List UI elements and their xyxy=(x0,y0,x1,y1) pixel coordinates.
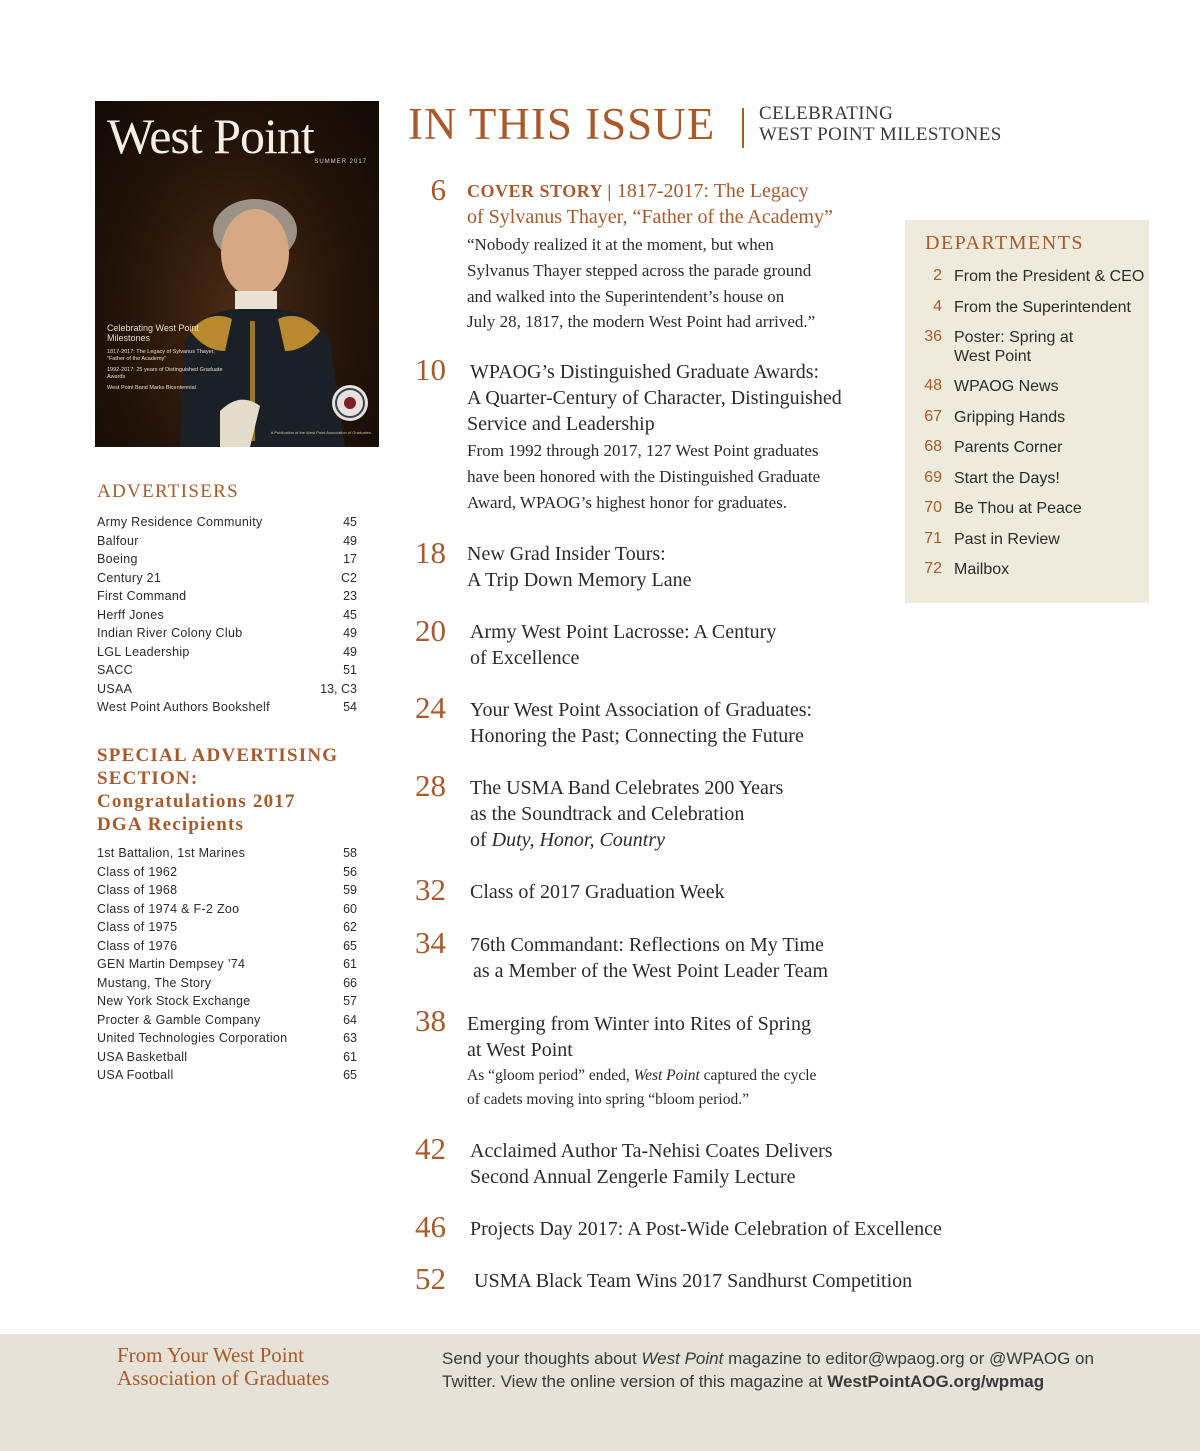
toc-page-number: 20 xyxy=(415,613,446,648)
band-title-prefix: of xyxy=(470,829,487,851)
advertiser-name: Class of 1974 & F-2 Zoo xyxy=(97,901,240,916)
toc-graduation-title[interactable]: Class of 2017 Graduation Week xyxy=(470,881,725,903)
advertiser-page: 57 xyxy=(343,994,357,1008)
advertiser-page: 61 xyxy=(343,957,357,971)
toc-page-number: 18 xyxy=(415,535,446,570)
special-title-line-1: SPECIAL ADVERTISING xyxy=(97,745,339,766)
dept-item-poster[interactable]: Poster: Spring at xyxy=(954,329,1074,346)
advertiser-page: 54 xyxy=(343,700,357,714)
advertiser-name: Class of 1968 xyxy=(97,883,178,897)
toc-page-number: 52 xyxy=(415,1261,446,1296)
toc-page-number: 42 xyxy=(415,1131,446,1166)
dept-page: 36 xyxy=(924,328,942,345)
advertiser-page: 51 xyxy=(343,663,357,677)
dept-page: 68 xyxy=(924,438,942,455)
dept-item-poster-2[interactable]: West Point xyxy=(954,348,1032,365)
toc-dga-title-1[interactable]: WPAOG’s Distinguished Graduate Awards: xyxy=(470,361,820,383)
cover-story-desc-2: Sylvanus Thayer stepped across the parade ground xyxy=(467,261,812,280)
footer-magazine-name: West Point xyxy=(641,1349,724,1368)
toc-band-title-3[interactable] xyxy=(470,827,665,853)
toc-dga-desc-1: From 1992 through 2017, 127 West Point graduates xyxy=(467,441,819,460)
cover-story-desc-3: and walked into the Superintendent’s house on xyxy=(467,287,785,306)
toc-lacrosse-title-1[interactable]: Army West Point Lacrosse: A Century xyxy=(470,621,777,643)
advertiser-name: GEN Martin Dempsey ’74 xyxy=(97,957,246,971)
advertiser-page: 66 xyxy=(343,975,357,990)
advertiser-name: Class of 1976 xyxy=(97,938,178,953)
advertiser-page: 56 xyxy=(343,864,357,879)
special-section-title xyxy=(97,744,338,836)
portrait-figure xyxy=(180,191,350,447)
toc-aog-title-1[interactable]: Your West Point Association of Graduates: xyxy=(470,699,813,721)
footer-credit-line-1: From Your West Point xyxy=(117,1343,304,1367)
footer-credit-line-2: Association of Graduates xyxy=(117,1366,330,1390)
footer-email-text[interactable]: magazine to editor@wpaog.org or @WPAOG on xyxy=(728,1349,1094,1368)
advertiser-name: SACC xyxy=(97,663,133,677)
advertiser-page: 45 xyxy=(343,515,357,529)
dept-item-gripping-hands[interactable]: Gripping Hands xyxy=(954,409,1066,426)
toc-coates-title-2[interactable]: Second Annual Zengerle Family Lecture xyxy=(470,1166,796,1188)
advertiser-name: Class of 1975 xyxy=(97,920,178,934)
advertiser-name: West Point Authors Bookshelf xyxy=(97,700,270,714)
subtitle-line-1: CELEBRATING xyxy=(759,103,894,124)
toc-page-number: 46 xyxy=(415,1209,446,1244)
advertiser-page: 23 xyxy=(343,589,357,603)
advertiser-name: 1st Battalion, 1st Marines xyxy=(97,846,246,860)
toc-page-number: 6 xyxy=(430,172,446,207)
toc-grad-tours-title-1[interactable]: New Grad Insider Tours: xyxy=(467,543,666,565)
advertiser-page: 58 xyxy=(343,846,357,860)
toc-lacrosse-title-2[interactable]: of Excellence xyxy=(470,647,580,669)
dept-item-president[interactable]: From the President & CEO xyxy=(954,268,1145,285)
cover-issue: SUMMER 2017 xyxy=(314,159,367,165)
cover-masthead: West Point xyxy=(107,108,314,164)
dept-page: 48 xyxy=(924,377,942,394)
toc-aog-title-2[interactable]: Honoring the Past; Connecting the Future xyxy=(470,725,804,747)
advertiser-page: 13, C3 xyxy=(320,681,357,696)
advertiser-name: USA Football xyxy=(97,1068,174,1082)
advertiser-page: 49 xyxy=(343,644,357,659)
magazine-cover xyxy=(95,101,379,447)
title-divider xyxy=(742,108,744,148)
toc-page-number: 24 xyxy=(415,690,446,725)
advertisers-title: ADVERTISERS xyxy=(97,481,239,502)
dept-item-past-review[interactable]: Past in Review xyxy=(954,531,1060,548)
toc-band-title-2[interactable]: as the Soundtrack and Celebration xyxy=(470,803,745,825)
advertiser-name: Boeing xyxy=(97,552,138,566)
cover-blurb-heading: Celebrating West Point Milestones xyxy=(107,323,199,343)
cover-blurb-1: 1817-2017: The Legacy of Sylvanus Thayer, "Father of the Academy" xyxy=(107,349,215,362)
toc-coates-title-1[interactable]: Acclaimed Author Ta-Nehisi Coates Delivers xyxy=(470,1140,833,1162)
toc-commandant-title-2[interactable]: as a Member of the West Point Leader Team xyxy=(473,960,829,982)
advertiser-page: 65 xyxy=(343,938,357,953)
footer-contact xyxy=(442,1347,1094,1393)
dept-item-news[interactable]: WPAOG News xyxy=(954,378,1059,395)
cover-story-label: COVER STORY | xyxy=(467,181,612,201)
toc-projects-title[interactable]: Projects Day 2017: A Post-Wide Celebration of Excellence xyxy=(470,1218,942,1240)
advertiser-name: Herff Jones xyxy=(97,607,164,622)
advertiser-page: 65 xyxy=(343,1068,357,1082)
advertiser-name: Procter & Gamble Company xyxy=(97,1012,261,1027)
cover-publisher: A Publication of the West Point Association of Graduates xyxy=(270,430,371,435)
advertiser-page: 63 xyxy=(343,1031,357,1045)
dept-item-superintendent[interactable]: From the Superintendent xyxy=(954,299,1131,316)
cover-story-title-1: 1817-2017: The Legacy xyxy=(616,180,809,202)
departments-title: DEPARTMENTS xyxy=(925,232,1085,254)
footer-aog-credit xyxy=(117,1344,329,1390)
toc-page-number: 10 xyxy=(415,352,446,387)
advertiser-name: Army Residence Community xyxy=(97,515,263,529)
special-title-line-3: Congratulations 2017 xyxy=(97,791,296,812)
footer-website-link[interactable]: WestPointAOG.org/wpmag xyxy=(827,1372,1045,1391)
dept-page: 71 xyxy=(924,530,942,547)
cover-story-desc-1: “Nobody realized it at the moment, but when xyxy=(467,235,774,254)
spring-desc-part-1: As “gloom period” ended, xyxy=(467,1067,630,1084)
toc-dga-desc-3: Award, WPAOG’s highest honor for graduates. xyxy=(467,493,787,512)
advertiser-name: USAA xyxy=(97,681,133,696)
footer-contact-line-2 xyxy=(442,1370,1094,1393)
advertiser-name: LGL Leadership xyxy=(97,644,190,659)
dept-page: 67 xyxy=(924,408,942,425)
toc-band-title-1[interactable]: The USMA Band Celebrates 200 Years xyxy=(470,777,784,799)
toc-spring-desc-1 xyxy=(467,1064,816,1087)
advertiser-page: 49 xyxy=(343,533,357,548)
toc-page-number: 34 xyxy=(415,925,446,960)
advertiser-name: Century 21 xyxy=(97,570,162,585)
footer-text: Twitter. View the online version of this magazine at xyxy=(442,1372,823,1391)
advertiser-page: 45 xyxy=(343,607,357,622)
toc-sandhurst-title[interactable]: USMA Black Team Wins 2017 Sandhurst Competition xyxy=(474,1270,913,1292)
footer-text: Send your thoughts about xyxy=(442,1349,637,1368)
cover-story-title-2[interactable]: of Sylvanus Thayer, “Father of the Academy” xyxy=(467,206,833,228)
spring-desc-magazine: West Point xyxy=(633,1067,700,1084)
dept-item-parents[interactable]: Parents Corner xyxy=(954,439,1063,456)
dept-page: 70 xyxy=(924,499,942,516)
dept-page: 4 xyxy=(933,298,942,315)
toc-spring-title-1[interactable]: Emerging from Winter into Rites of Spring xyxy=(467,1013,811,1035)
toc-commandant-title-1[interactable]: 76th Commandant: Reflections on My Time xyxy=(470,934,824,956)
toc-page-number: 38 xyxy=(415,1003,446,1038)
toc-spring-title-2[interactable]: at West Point xyxy=(467,1039,573,1061)
toc-spring-desc-2: of cadets moving into spring “bloom period.” xyxy=(467,1091,749,1108)
cover-blurb-3: West Point Band Marks Bicentennial xyxy=(107,385,196,391)
advertiser-page: C2 xyxy=(341,570,357,585)
page-title: IN THIS ISSUE xyxy=(408,99,716,149)
dept-page: 69 xyxy=(924,469,942,486)
special-title-line-4: DGA Recipients xyxy=(97,814,245,835)
advertiser-name: Balfour xyxy=(97,533,139,548)
advertiser-name: New York Stock Exchange xyxy=(97,994,251,1008)
advertiser-name: Mustang, The Story xyxy=(97,975,212,990)
subtitle-line-2: WEST POINT MILESTONES xyxy=(759,124,1002,145)
advertiser-page: 49 xyxy=(343,626,357,640)
spring-desc-part-2: captured the cycle xyxy=(703,1067,817,1084)
advertiser-name: Class of 1962 xyxy=(97,864,178,879)
toc-dga-title-3[interactable]: Service and Leadership xyxy=(467,413,655,435)
advertiser-page: 59 xyxy=(343,883,357,897)
toc-dga-title-2[interactable]: A Quarter-Century of Character, Distinguished xyxy=(467,387,842,409)
advertiser-page: 61 xyxy=(343,1049,357,1064)
page-subtitle xyxy=(759,103,1002,145)
advertiser-name: USA Basketball xyxy=(97,1049,188,1064)
cover-story-desc-4: July 28, 1817, the modern West Point had arrived.” xyxy=(467,312,816,331)
advertiser-name: United Technologies Corporation xyxy=(97,1031,288,1045)
dept-item-peace[interactable]: Be Thou at Peace xyxy=(954,500,1082,517)
toc-cover-story-title[interactable] xyxy=(467,178,809,204)
toc-dga-desc-2: have been honored with the Distinguished Graduate xyxy=(467,467,821,486)
special-title-line-2: SECTION: xyxy=(97,768,199,789)
seal-icon xyxy=(331,384,369,422)
toc-page-number: 32 xyxy=(415,872,446,907)
footer-contact-line-1 xyxy=(442,1347,1094,1370)
dept-item-mailbox[interactable]: Mailbox xyxy=(954,561,1010,578)
band-title-motto: Duty, Honor, Country xyxy=(491,829,666,851)
advertiser-page: 64 xyxy=(343,1012,357,1027)
dept-page: 72 xyxy=(924,560,942,577)
dept-item-start-days[interactable]: Start the Days! xyxy=(954,470,1060,487)
advertiser-page: 62 xyxy=(343,920,357,934)
toc-grad-tours-title-2[interactable]: A Trip Down Memory Lane xyxy=(467,569,692,591)
dept-page: 2 xyxy=(933,267,942,284)
cover-blurb-2: 1992-2017: 25 years of Distinguished Graduate Awards xyxy=(107,367,223,380)
advertiser-name: Indian River Colony Club xyxy=(97,626,243,640)
advertiser-name: First Command xyxy=(97,589,187,603)
advertiser-page: 17 xyxy=(343,552,357,566)
advertiser-page: 60 xyxy=(343,901,357,916)
toc-page-number: 28 xyxy=(415,768,446,803)
